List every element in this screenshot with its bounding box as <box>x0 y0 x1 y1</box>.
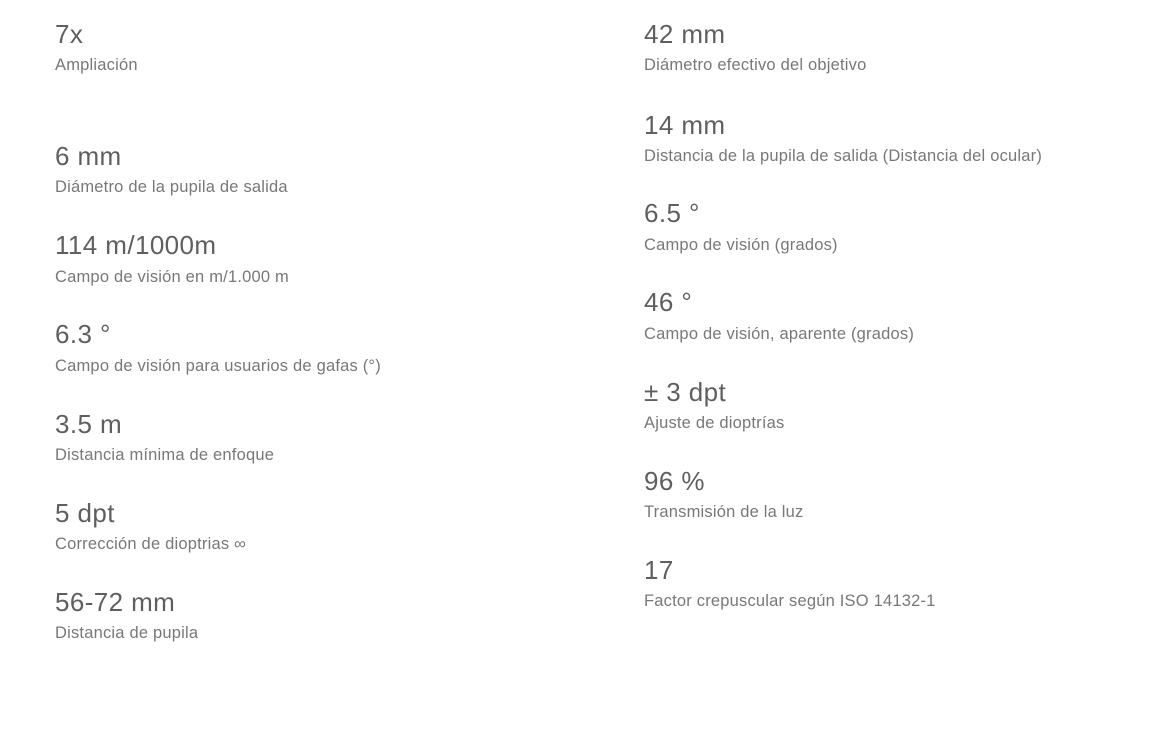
spec-item <box>55 586 562 646</box>
spec-label: Distancia de pupila <box>55 624 199 643</box>
spec-item <box>55 18 562 78</box>
spec-item <box>55 408 562 468</box>
spec-label: Diámetro efectivo del objetivo <box>644 56 867 75</box>
spec-label: Campo de visión para usuarios de gafas (°) <box>55 356 381 375</box>
spec-item <box>55 140 562 200</box>
spec-value: 17 <box>644 554 674 585</box>
spec-label: Distancia de la pupila de salida (Distancia del ocular) <box>644 147 1043 166</box>
specs-column-right <box>572 18 1161 640</box>
spec-item <box>55 229 562 289</box>
spec-label: Campo de visión en m/1.000 m <box>55 267 289 286</box>
spec-label: Transmisión de la luz <box>644 503 804 522</box>
spec-value: 7x <box>55 19 84 49</box>
spec-item <box>644 376 1121 436</box>
specs-column-left <box>0 18 572 672</box>
spec-label: Ampliación <box>55 56 138 75</box>
spec-item <box>55 318 562 378</box>
spec-value: 6.5 ° <box>644 198 700 229</box>
spec-label: Factor crepuscular según ISO 14132-1 <box>644 592 936 611</box>
spec-label: Corrección de dioptrias ∞ <box>55 535 247 554</box>
spec-value: 56-72 mm <box>55 586 176 617</box>
spec-value: 5 dpt <box>55 497 115 528</box>
spec-value: 114 m/1000m <box>55 230 217 261</box>
spec-label: Campo de visión (grados) <box>644 235 838 254</box>
spec-value: ± 3 dpt <box>644 376 727 407</box>
specs-columns <box>0 18 1161 672</box>
spec-value: 6 mm <box>55 141 122 172</box>
spec-item <box>644 197 1121 257</box>
spec-item <box>644 465 1121 525</box>
spec-item <box>644 286 1121 346</box>
spec-label: Ajuste de dioptrías <box>644 413 785 432</box>
spec-value: 46 ° <box>644 287 693 318</box>
spec-value: 3.5 m <box>55 408 123 439</box>
spec-value: 14 mm <box>644 110 726 141</box>
spec-item <box>644 109 1121 169</box>
spec-item <box>644 554 1121 614</box>
spec-label: Campo de visión, aparente (grados) <box>644 324 915 343</box>
spec-label: Distancia mínima de enfoque <box>55 445 275 464</box>
spec-label: Diámetro de la pupila de salida <box>55 178 288 197</box>
spec-value: 42 mm <box>644 19 726 49</box>
spec-item <box>644 18 1121 78</box>
spec-item <box>55 497 562 557</box>
spec-value: 96 % <box>644 465 705 496</box>
spec-value: 6.3 ° <box>55 319 111 350</box>
